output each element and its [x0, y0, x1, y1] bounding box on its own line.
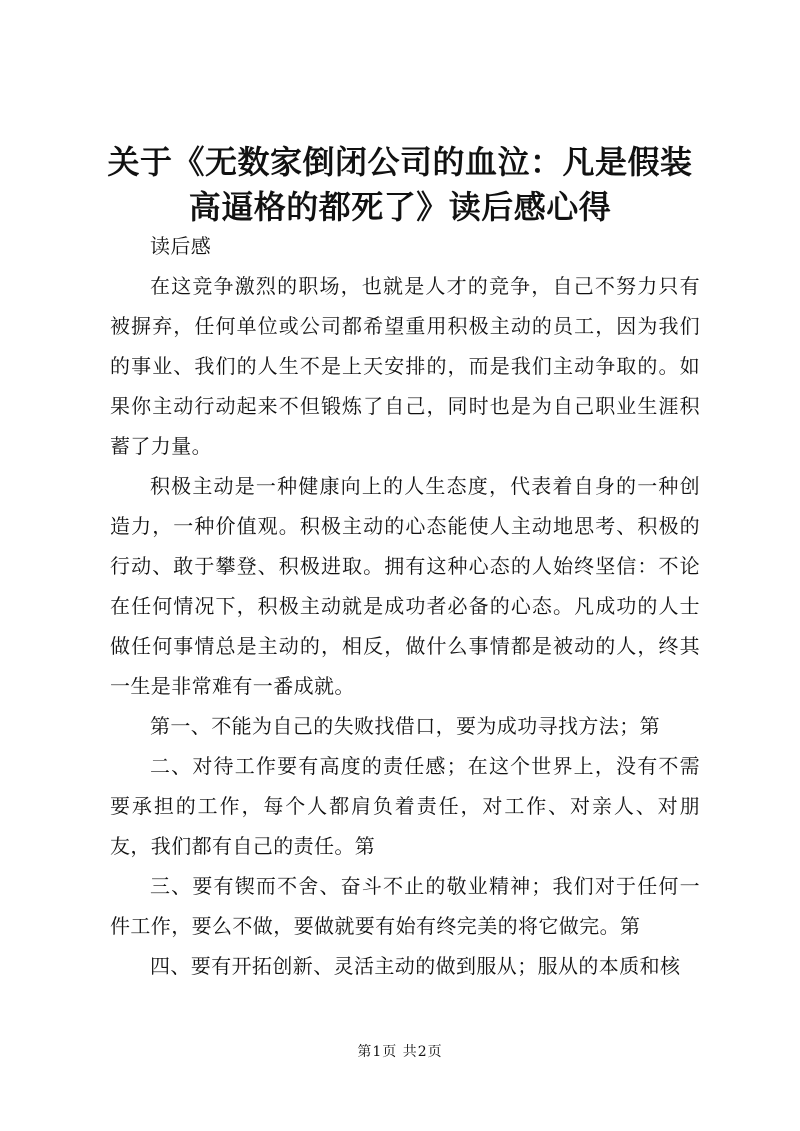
paragraph: 三、要有锲而不舍、奋斗不止的敬业精神；我们对于任何一件工作，要么不做，要做就要有始有终完美的将它做完。第 — [110, 874, 700, 938]
paragraph: 第一、不能为自己的失败找借口，要为成功寻找方法；第 — [150, 714, 660, 738]
paragraph-heading: 读后感 — [150, 234, 212, 258]
paragraph: 积极主动是一种健康向上的人生态度，代表着自身的一种创造力，一种价值观。积极主动的心态能使人主动地思考、积极的行动、敢于攀登、积极进取。拥有这种心态的人始终坚信：不论在任何情况下，积极主动就是成功者必备的心态。凡成功的人士做任何事情总是主动的，相反，做什么事情都是被动的人，终其一生是非常难有一番成就。 — [110, 474, 700, 698]
paragraph: 二、对待工作要有高度的责任感；在这个世界上，没有不需要承担的工作，每个人都肩负着责任，对工作、对亲人、对朋友，我们都有自己的责任。第 — [110, 754, 700, 858]
paragraph: 在这竞争激烈的职场，也就是人才的竞争，自己不努力只有被摒弃，任何单位或公司都希望重用积极主动的员工，因为我们的事业、我们的人生不是上天安排的，而是我们主动争取的。如果你主动行动起来不但锻炼了自己，同时也是为自己职业生涯积蓄了力量。 — [110, 274, 700, 458]
document-title: 关于《无数家倒闭公司的血泣：凡是假装高逼格的都死了》读后感心得 — [107, 143, 693, 226]
paragraph: 四、要有开拓创新、灵活主动的做到服从；服从的本质和核 — [150, 954, 681, 978]
page-footer: 第1页 共2页 — [357, 1044, 443, 1060]
document-body — [110, 226, 700, 986]
